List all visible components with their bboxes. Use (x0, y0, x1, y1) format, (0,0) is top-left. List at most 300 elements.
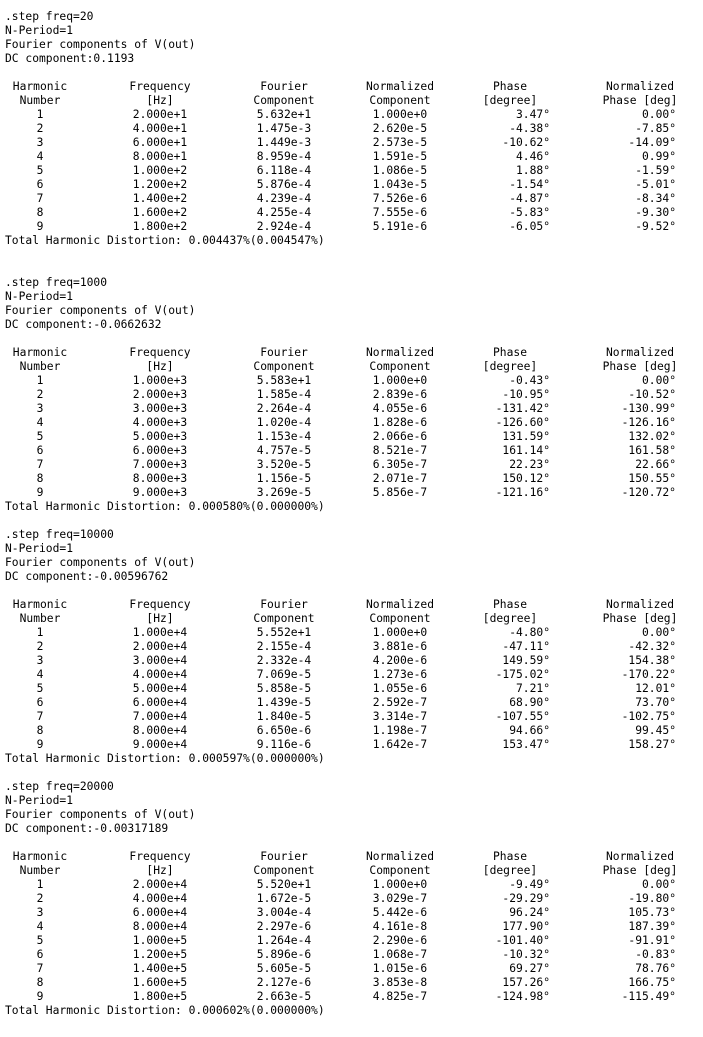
table-row (5, 122, 700, 136)
normalized-phase-cell: 132.02° (628, 430, 676, 443)
table-row (5, 934, 700, 948)
table-row (5, 948, 700, 962)
fourier-component-cell: 2.924e-4 (256, 220, 312, 233)
phase-cell: 153.47° (502, 738, 550, 751)
table-header-row (5, 80, 700, 94)
phase-cell: 69.27° (509, 962, 550, 975)
fourier-component-cell: 1.672e-5 (256, 892, 312, 905)
table-header-row (5, 864, 700, 878)
column-header: Component (253, 864, 315, 877)
normalized-phase-cell: 22.66° (635, 458, 676, 471)
column-header: Number (19, 864, 61, 877)
harmonic-number: 3 (36, 136, 44, 149)
column-header: Phase [deg] (602, 360, 678, 373)
frequency-cell: 2.000e+4 (132, 640, 188, 653)
column-header: Fourier (260, 80, 308, 93)
column-header: Component (369, 612, 431, 625)
phase-cell: 1.88° (515, 164, 550, 177)
spacer (5, 836, 700, 850)
harmonic-number: 6 (36, 444, 44, 457)
normalized-phase-cell: -115.49° (621, 990, 676, 1003)
table-row (5, 668, 700, 682)
normalized-component-cell: 2.066e-6 (372, 430, 428, 443)
table-row (5, 178, 700, 192)
fourier-component-cell: 6.650e-6 (256, 724, 312, 737)
frequency-cell: 1.000e+5 (132, 934, 188, 947)
column-header: Number (19, 94, 61, 107)
frequency-cell: 6.000e+3 (132, 444, 188, 457)
fourier-component-cell: 1.449e-3 (256, 136, 312, 149)
normalized-component-cell: 4.200e-6 (372, 654, 428, 667)
step-block (5, 780, 700, 1018)
harmonic-number: 7 (36, 962, 44, 975)
thd-line: Total Harmonic Distortion: 0.000602%(0.000000%) (5, 1004, 325, 1017)
column-header: Component (253, 94, 315, 107)
fourier-component-cell: 6.118e-4 (256, 164, 312, 177)
table-row (5, 878, 700, 892)
frequency-cell: 9.000e+3 (132, 486, 188, 499)
dc-component-line: DC component:0.1193 (5, 52, 135, 65)
harmonic-number: 1 (36, 878, 44, 891)
harmonic-number: 9 (36, 738, 44, 751)
harmonic-number: 1 (36, 108, 44, 121)
frequency-cell: 4.000e+4 (132, 668, 188, 681)
table-row (5, 416, 700, 430)
harmonic-number: 5 (36, 934, 44, 947)
n-period-line: N-Period=1 (5, 290, 74, 303)
normalized-phase-cell: -91.91° (628, 934, 676, 947)
frequency-cell: 1.600e+5 (132, 976, 188, 989)
normalized-component-cell: 1.086e-5 (372, 164, 428, 177)
table-row (5, 640, 700, 654)
harmonic-number: 3 (36, 906, 44, 919)
table-row (5, 472, 700, 486)
fourier-component-cell: 4.255e-4 (256, 206, 312, 219)
column-header: Normalized (605, 80, 674, 93)
normalized-phase-cell: -130.99° (621, 402, 676, 415)
normalized-phase-cell: 0.99° (641, 150, 676, 163)
normalized-component-cell: 1.000e+0 (372, 878, 428, 891)
column-header: [Hz] (146, 360, 174, 373)
fourier-component-cell: 4.757e-5 (256, 444, 312, 457)
table-row (5, 164, 700, 178)
table-row (5, 990, 700, 1004)
harmonic-number: 1 (36, 374, 44, 387)
normalized-component-cell: 1.198e-7 (372, 724, 428, 737)
normalized-phase-cell: 73.70° (635, 696, 676, 709)
table-header-row (5, 346, 700, 360)
table-header-row (5, 850, 700, 864)
column-header: Harmonic (12, 598, 68, 611)
phase-cell: 4.46° (515, 150, 550, 163)
step-line: .step freq=1000 (5, 276, 108, 289)
normalized-phase-cell: 0.00° (641, 374, 676, 387)
column-header: Frequency (129, 598, 191, 611)
table-row (5, 892, 700, 906)
phase-cell: 149.59° (502, 654, 550, 667)
normalized-component-cell: 1.000e+0 (372, 626, 428, 639)
frequency-cell: 3.000e+4 (132, 654, 188, 667)
step-block (5, 276, 700, 528)
frequency-cell: 8.000e+1 (132, 150, 188, 163)
normalized-component-cell: 1.642e-7 (372, 738, 428, 751)
frequency-cell: 6.000e+4 (132, 906, 188, 919)
column-header: Normalized (605, 850, 674, 863)
phase-cell: -10.32° (502, 948, 550, 961)
column-header: Fourier (260, 598, 308, 611)
fourier-component-cell: 5.520e+1 (256, 878, 312, 891)
column-header: Frequency (129, 850, 191, 863)
spacer (5, 766, 700, 780)
fourier-component-cell: 1.264e-4 (256, 934, 312, 947)
frequency-cell: 1.800e+5 (132, 990, 188, 1003)
frequency-cell: 6.000e+4 (132, 696, 188, 709)
harmonic-number: 4 (36, 668, 44, 681)
harmonic-number: 7 (36, 710, 44, 723)
step-line: .step freq=20 (5, 10, 94, 23)
phase-cell: -10.95° (502, 388, 550, 401)
normalized-phase-cell: -19.80° (628, 892, 676, 905)
fourier-component-cell: 9.116e-6 (256, 738, 312, 751)
phase-cell: -47.11° (502, 640, 550, 653)
column-header: Fourier (260, 346, 308, 359)
column-header: [degree] (482, 612, 538, 625)
phase-cell: 22.23° (509, 458, 550, 471)
column-header: Component (253, 612, 315, 625)
normalized-component-cell: 5.442e-6 (372, 906, 428, 919)
column-header: Phase (492, 598, 527, 611)
harmonic-number: 9 (36, 990, 44, 1003)
normalized-component-cell: 4.161e-8 (372, 920, 428, 933)
column-header: [degree] (482, 864, 538, 877)
normalized-component-cell: 2.620e-5 (372, 122, 428, 135)
fourier-component-cell: 3.269e-5 (256, 486, 312, 499)
normalized-component-cell: 1.591e-5 (372, 150, 428, 163)
phase-cell: 161.14° (502, 444, 550, 457)
harmonic-number: 5 (36, 430, 44, 443)
fourier-title-line: Fourier components of V(out) (5, 808, 196, 821)
column-header: [Hz] (146, 612, 174, 625)
frequency-cell: 1.600e+2 (132, 206, 188, 219)
harmonic-number: 2 (36, 388, 44, 401)
n-period-line: N-Period=1 (5, 542, 74, 555)
table-row (5, 962, 700, 976)
normalized-component-cell: 2.592e-7 (372, 696, 428, 709)
fourier-component-cell: 2.264e-4 (256, 402, 312, 415)
table-row (5, 920, 700, 934)
fourier-component-cell: 5.632e+1 (256, 108, 312, 121)
harmonic-number: 1 (36, 626, 44, 639)
table-header-row (5, 612, 700, 626)
step-block (5, 10, 700, 276)
normalized-phase-cell: 0.00° (641, 626, 676, 639)
column-header: Phase (492, 346, 527, 359)
fourier-component-cell: 1.020e-4 (256, 416, 312, 429)
fourier-component-cell: 5.896e-6 (256, 948, 312, 961)
phase-cell: -0.43° (509, 374, 550, 387)
table-row (5, 486, 700, 500)
fourier-component-cell: 8.959e-4 (256, 150, 312, 163)
frequency-cell: 6.000e+1 (132, 136, 188, 149)
normalized-phase-cell: 105.73° (628, 906, 676, 919)
normalized-phase-cell: -126.16° (621, 416, 676, 429)
frequency-cell: 1.400e+5 (132, 962, 188, 975)
normalized-phase-cell: -120.72° (621, 486, 676, 499)
column-header: Normalized (605, 598, 674, 611)
phase-cell: -124.98° (495, 990, 550, 1003)
phase-cell: -6.05° (509, 220, 550, 233)
column-header: Harmonic (12, 346, 68, 359)
harmonic-number: 7 (36, 192, 44, 205)
frequency-cell: 1.000e+3 (132, 374, 188, 387)
step-line: .step freq=20000 (5, 780, 114, 793)
frequency-cell: 2.000e+4 (132, 878, 188, 891)
fourier-component-cell: 4.239e-4 (256, 192, 312, 205)
harmonic-number: 8 (36, 472, 44, 485)
normalized-phase-cell: 12.01° (635, 682, 676, 695)
normalized-component-cell: 2.290e-6 (372, 934, 428, 947)
column-header: Number (19, 612, 61, 625)
spacer (5, 66, 700, 80)
column-header: Phase (492, 80, 527, 93)
column-header: [Hz] (146, 94, 174, 107)
table-row (5, 192, 700, 206)
phase-cell: 7.21° (515, 682, 550, 695)
column-header: Fourier (260, 850, 308, 863)
fourier-component-cell: 1.585e-4 (256, 388, 312, 401)
table-header-row (5, 360, 700, 374)
fourier-component-cell: 3.004e-4 (256, 906, 312, 919)
normalized-phase-cell: -9.30° (635, 206, 676, 219)
column-header: Harmonic (12, 850, 68, 863)
column-header: Phase [deg] (602, 94, 678, 107)
harmonic-number: 9 (36, 486, 44, 499)
fourier-component-cell: 2.155e-4 (256, 640, 312, 653)
phase-cell: -126.60° (495, 416, 550, 429)
table-header-row (5, 94, 700, 108)
phase-cell: -175.02° (495, 668, 550, 681)
normalized-component-cell: 6.305e-7 (372, 458, 428, 471)
fourier-component-cell: 5.605e-5 (256, 962, 312, 975)
normalized-phase-cell: 150.55° (628, 472, 676, 485)
table-row (5, 374, 700, 388)
fourier-component-cell: 1.439e-5 (256, 696, 312, 709)
fourier-component-cell: 5.876e-4 (256, 178, 312, 191)
spacer (5, 514, 700, 528)
normalized-phase-cell: -10.52° (628, 388, 676, 401)
normalized-phase-cell: -102.75° (621, 710, 676, 723)
phase-cell: -131.42° (495, 402, 550, 415)
step-line: .step freq=10000 (5, 528, 114, 541)
normalized-phase-cell: 158.27° (628, 738, 676, 751)
table-row (5, 220, 700, 234)
fourier-component-cell: 3.520e-5 (256, 458, 312, 471)
phase-cell: -4.38° (509, 122, 550, 135)
normalized-phase-cell: -170.22° (621, 668, 676, 681)
spacer (5, 584, 700, 598)
fourier-component-cell: 1.840e-5 (256, 710, 312, 723)
column-header: Normalized (365, 850, 434, 863)
normalized-phase-cell: 161.58° (628, 444, 676, 457)
column-header: Component (253, 360, 315, 373)
normalized-phase-cell: 154.38° (628, 654, 676, 667)
normalized-phase-cell: 0.00° (641, 878, 676, 891)
normalized-component-cell: 1.273e-6 (372, 668, 428, 681)
frequency-cell: 1.200e+2 (132, 178, 188, 191)
frequency-cell: 4.000e+1 (132, 122, 188, 135)
normalized-phase-cell: 99.45° (635, 724, 676, 737)
phase-cell: 94.66° (509, 724, 550, 737)
phase-cell: 131.59° (502, 430, 550, 443)
step-block (5, 528, 700, 780)
table-row (5, 458, 700, 472)
phase-cell: -121.16° (495, 486, 550, 499)
normalized-component-cell: 2.573e-5 (372, 136, 428, 149)
frequency-cell: 1.200e+5 (132, 948, 188, 961)
frequency-cell: 2.000e+1 (132, 108, 188, 121)
phase-cell: -107.55° (495, 710, 550, 723)
fourier-component-cell: 2.297e-6 (256, 920, 312, 933)
dc-component-line: DC component:-0.00317189 (5, 822, 169, 835)
frequency-cell: 1.000e+2 (132, 164, 188, 177)
table-row (5, 906, 700, 920)
normalized-phase-cell: 187.39° (628, 920, 676, 933)
harmonic-number: 5 (36, 682, 44, 695)
thd-line: Total Harmonic Distortion: 0.004437%(0.004547%) (5, 234, 325, 247)
normalized-component-cell: 4.825e-7 (372, 990, 428, 1003)
harmonic-number: 8 (36, 206, 44, 219)
column-header: [Hz] (146, 864, 174, 877)
normalized-component-cell: 5.856e-7 (372, 486, 428, 499)
n-period-line: N-Period=1 (5, 24, 74, 37)
column-header: Component (369, 360, 431, 373)
table-row (5, 738, 700, 752)
column-header: Normalized (605, 346, 674, 359)
phase-cell: -10.62° (502, 136, 550, 149)
phase-cell: -9.49° (509, 878, 550, 891)
table-row (5, 626, 700, 640)
normalized-component-cell: 3.029e-7 (372, 892, 428, 905)
table-row (5, 402, 700, 416)
frequency-cell: 8.000e+3 (132, 472, 188, 485)
frequency-cell: 1.400e+2 (132, 192, 188, 205)
fourier-title-line: Fourier components of V(out) (5, 556, 196, 569)
normalized-phase-cell: -7.85° (635, 122, 676, 135)
normalized-component-cell: 1.828e-6 (372, 416, 428, 429)
phase-cell: 68.90° (509, 696, 550, 709)
table-row (5, 696, 700, 710)
fourier-component-cell: 2.127e-6 (256, 976, 312, 989)
normalized-component-cell: 1.000e+0 (372, 374, 428, 387)
phase-cell: -1.54° (509, 178, 550, 191)
table-row (5, 724, 700, 738)
fourier-component-cell: 2.663e-5 (256, 990, 312, 1003)
table-row (5, 108, 700, 122)
harmonic-number: 8 (36, 724, 44, 737)
normalized-component-cell: 1.000e+0 (372, 108, 428, 121)
column-header: Frequency (129, 80, 191, 93)
normalized-component-cell: 1.043e-5 (372, 178, 428, 191)
harmonic-number: 9 (36, 220, 44, 233)
normalized-component-cell: 3.881e-6 (372, 640, 428, 653)
frequency-cell: 8.000e+4 (132, 920, 188, 933)
normalized-phase-cell: -42.32° (628, 640, 676, 653)
fourier-component-cell: 7.069e-5 (256, 668, 312, 681)
normalized-component-cell: 3.853e-8 (372, 976, 428, 989)
normalized-phase-cell: 78.76° (635, 962, 676, 975)
spacer (5, 332, 700, 346)
frequency-cell: 7.000e+3 (132, 458, 188, 471)
table-row (5, 136, 700, 150)
fourier-component-cell: 2.332e-4 (256, 654, 312, 667)
harmonic-number: 2 (36, 892, 44, 905)
table-row (5, 388, 700, 402)
column-header: Phase (492, 850, 527, 863)
column-header: Phase [deg] (602, 864, 678, 877)
fourier-component-cell: 1.153e-4 (256, 430, 312, 443)
table-header-row (5, 598, 700, 612)
fourier-title-line: Fourier components of V(out) (5, 38, 196, 51)
column-header: Normalized (365, 598, 434, 611)
phase-cell: 157.26° (502, 976, 550, 989)
table-row (5, 654, 700, 668)
dc-component-line: DC component:-0.00596762 (5, 570, 169, 583)
normalized-component-cell: 7.555e-6 (372, 206, 428, 219)
fourier-title-line: Fourier components of V(out) (5, 304, 196, 317)
harmonic-number: 2 (36, 640, 44, 653)
frequency-cell: 1.800e+2 (132, 220, 188, 233)
harmonic-number: 4 (36, 920, 44, 933)
phase-cell: -101.40° (495, 934, 550, 947)
harmonic-number: 4 (36, 416, 44, 429)
column-header: [degree] (482, 360, 538, 373)
phase-cell: 150.12° (502, 472, 550, 485)
normalized-component-cell: 3.314e-7 (372, 710, 428, 723)
frequency-cell: 8.000e+4 (132, 724, 188, 737)
harmonic-number: 6 (36, 178, 44, 191)
frequency-cell: 9.000e+4 (132, 738, 188, 751)
normalized-phase-cell: -14.09° (628, 136, 676, 149)
thd-line: Total Harmonic Distortion: 0.000597%(0.000000%) (5, 752, 325, 765)
spacer (5, 248, 700, 276)
normalized-component-cell: 1.015e-6 (372, 962, 428, 975)
phase-cell: 3.47° (515, 108, 550, 121)
frequency-cell: 1.000e+4 (132, 626, 188, 639)
column-header: Frequency (129, 346, 191, 359)
normalized-phase-cell: -5.01° (635, 178, 676, 191)
fourier-component-cell: 1.475e-3 (256, 122, 312, 135)
frequency-cell: 5.000e+3 (132, 430, 188, 443)
normalized-phase-cell: -8.34° (635, 192, 676, 205)
normalized-phase-cell: -1.59° (635, 164, 676, 177)
harmonic-number: 7 (36, 458, 44, 471)
table-row (5, 444, 700, 458)
normalized-component-cell: 1.055e-6 (372, 682, 428, 695)
normalized-component-cell: 2.839e-6 (372, 388, 428, 401)
frequency-cell: 3.000e+3 (132, 402, 188, 415)
fourier-component-cell: 5.858e-5 (256, 682, 312, 695)
table-row (5, 710, 700, 724)
table-row (5, 682, 700, 696)
phase-cell: -5.83° (509, 206, 550, 219)
normalized-phase-cell: -0.83° (635, 948, 676, 961)
column-header: [degree] (482, 94, 538, 107)
normalized-phase-cell: -9.52° (635, 220, 676, 233)
harmonic-number: 3 (36, 402, 44, 415)
table-row (5, 206, 700, 220)
frequency-cell: 2.000e+3 (132, 388, 188, 401)
table-row (5, 976, 700, 990)
